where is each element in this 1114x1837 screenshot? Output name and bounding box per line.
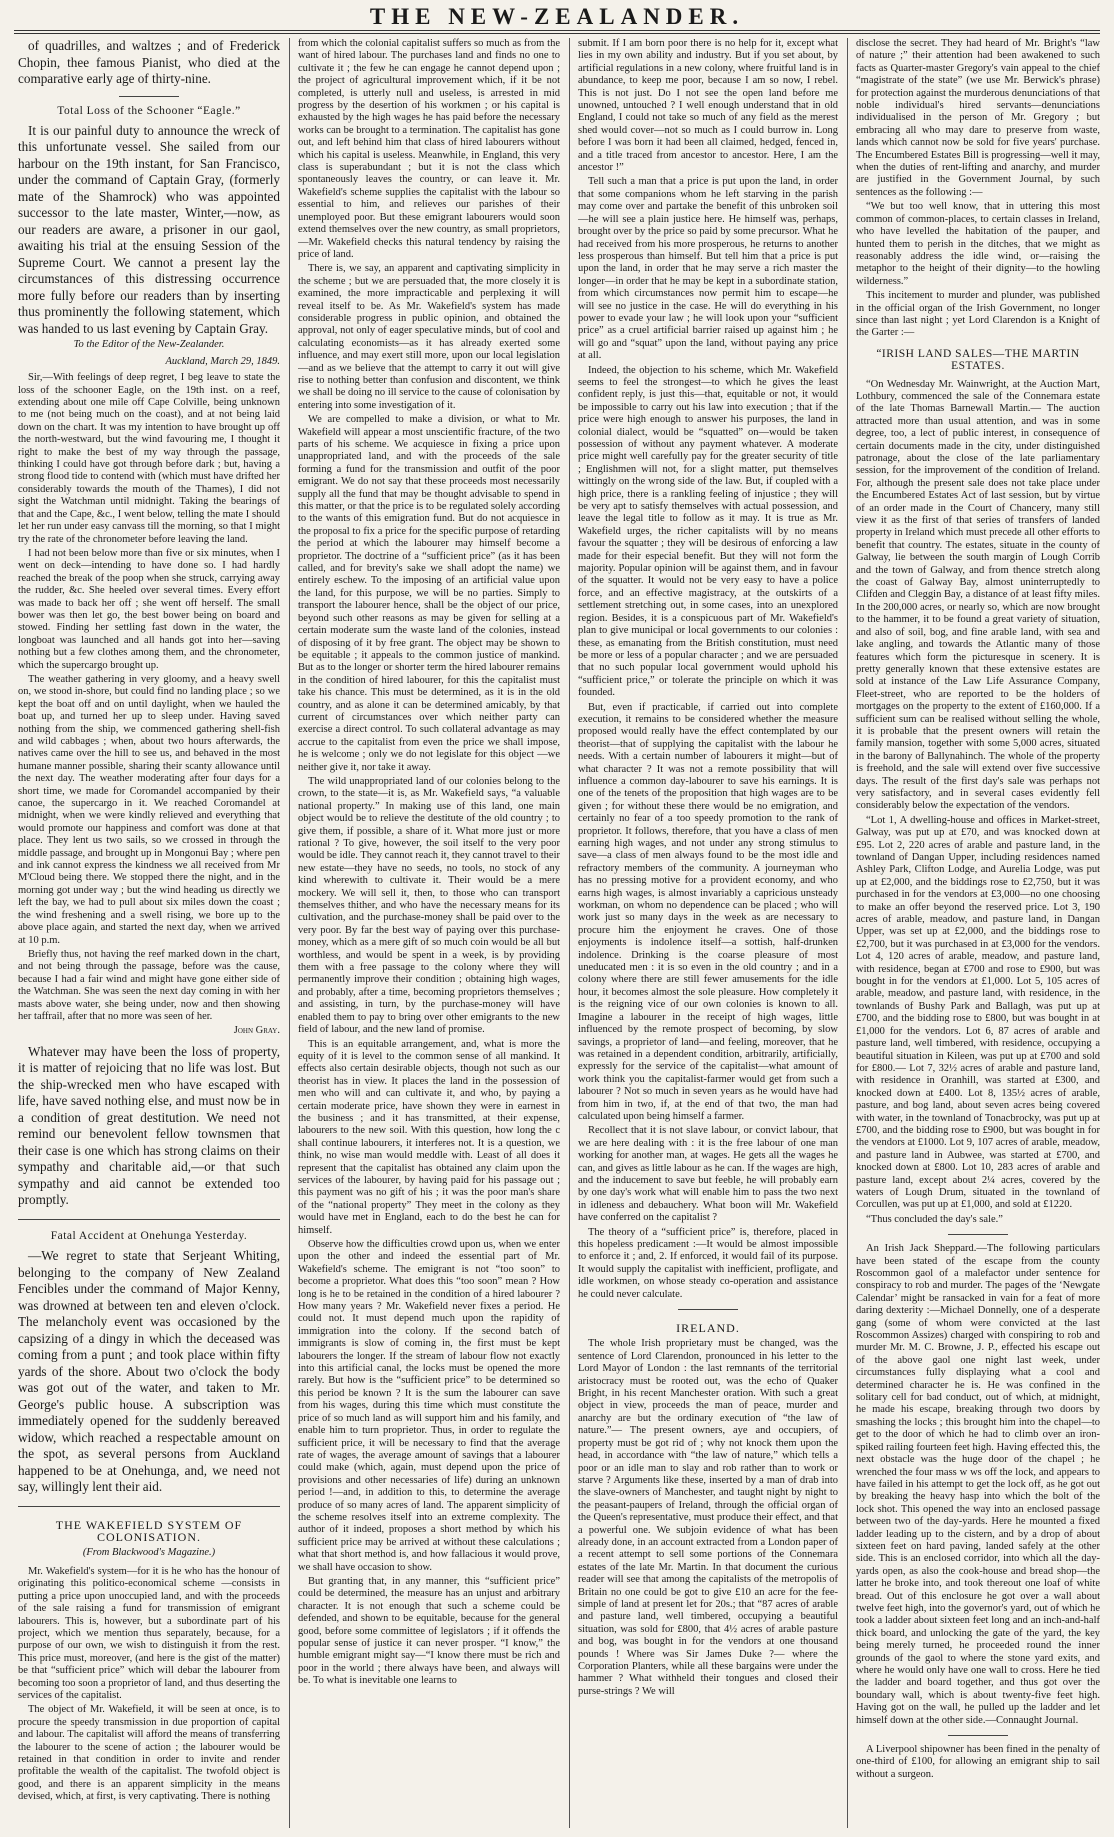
irish-land-sales-headline: “IRISH LAND SALES—THE MARTIN ESTATES. — [876, 347, 1080, 373]
wakefield-paragraph: But granting that, in any manner, this “sufficient price” could be determined, the measure has an unjust and arbitrary character. It is not enough that such a scheme could be defended, and shown to be equitable, because for the general good, before some committee of legislators ; if it offends the popular sense of justice it can never prosper. “I know,” the humble emigrant might say—“I know there must be rich and poor in the world ; there always have been, and always will be. To what is inevitable one learns to — [298, 1575, 560, 1687]
column-2 — [298, 38, 560, 1828]
masthead-rule-2 — [14, 33, 1100, 34]
wakefield-source: (From Blackwood's Magazine.) — [82, 1547, 216, 1559]
separator — [678, 1309, 738, 1310]
column-3 — [578, 38, 838, 1828]
wakefield-paragraph: Indeed, the objection to his scheme, which Mr. Wakefield seems to feel the strongest—to which he gives the least confident reply, is just this—that, equitable or not, it would be impossible to carry out his law into execution ; that if the price were high enough to answer his purposes, the land in colonial dialect, would be “squatted” on—would be taken possession of without any payment whatever. A moderate price might well carefully pay for the greater security of title ; Englishmen will not, for a slight matter, put themselves wittingly on the wrong side of the law. But, if coupled with a high price, there is a rankling feeling of injustice ; they will be very apt to satisfy themselves with actual possession, and leave the legal title to follow as it may. It is true as Mr. Wakefield urges, the richer capitalists will by no means favour the squatter ; they will be desirous of enforcing a law made for their especial benefit. But they will not form the majority. Popular opinion will be against them, and in favour of the squatter. It would not be very easy to have a police force, and an effective magistracy, at the outskirts of a settlement stretching out, in some cases, into an unexplored region. Besides, it is a conspicuous part of Mr. Wakefield's plan to give municipal or local governments to our colonies : these, as emanating from the British constitution, must need be more or less of a popular character ; and we are persuaded that no such popular local government would uphold his “sufficient price,” or tolerate the principle on which it was founded. — [578, 364, 838, 699]
column-divider — [569, 38, 570, 1828]
column-divider — [847, 38, 848, 1828]
eagle-headline: Total Loss of the Schooner “Eagle.” — [57, 104, 241, 117]
wakefield-paragraph: But, even if practicable, if carried out into complete execution, it remains to be considered whether the measure proposed would really have the effect contemplated by our theorist—that of supplying the capitalist with the labour he needs. With a certain number of labourers it might—but of what character ? It was not a remote possibility that will influence a common day-labourer to save his earnings. It is one of the tenets of the proposition that high wages are to be given ; for without these there would be no emigration, and certainly no fear of a too speedy promotion to the rank of proprietor. It follows, therefore, that you have a class of men earning high wages, and not under any strong stimulus to save—a class of men always found to be the most idle and refractory members of the community. A journeyman who has no pressing motive for a provident economy, and who earns high wages, is almost invariably a capricious unsteady workman, on whom no dependence can be placed ; who will work just so many days in the week as are necessary to procure him the enjoyment he craves. One of those enjoyments is indolence itself—a sottish, half-drunken indolence. Drinking is the coarse pleasure of most uneducated men : it is so even in the old country ; and in a colony where there are still fewer amusements for the idle hour, it becomes almost the sole pleasure. How completely it is the reigning vice of our own colonies is known to all. Imagine a labourer in the receipt of high wages, little influenced by the remote prospect of becoming, by slow savings, a proprietor of land—and feeling, moreover, that he was retained in a dependent condition, arbitrarily, artificially, expressly for the service of the capitalist—what amount of work think you the capitalist-farmer would get from such a labourer ? Not so much in seven years as he would have had from him in two, if, at the end of that two, the man had calculated upon being himself a farmer. — [578, 701, 838, 1122]
to-editor: To the Editor of the New-Zealander. — [73, 339, 225, 351]
wakefield-paragraph: from which the colonial capitalist suffers so much as from the want of hired labour. The purchases land and finds no one to cultivate it ; the few he can engage he cannot depend upon ; the project of agricultural improvement which, if it be not completed, is utterly null and useless, is arrested in mid progress by the desertion of his workmen ; or his capital is exhausted by the high wages he has paid before the necessary works can be brought to a termination. The capitalist has gone out, and left behind him that class of hired labourers without which his capital is useless. Meanwhile, in England, this very class is superabundant ; but it is not the class which spontaneously leaves the country, or can leave it. Mr. Wakefield's scheme supplies the capitalist with the labour so essential to him, and relieves our parishes of their unemployed poor. But these emigrant labourers would soon extend themselves over the new country, as small proprietors,—Mr. Wakefield checks this natural tendency by raising the price of land. — [298, 38, 560, 260]
column-divider — [289, 38, 290, 1828]
wakefield-paragraph: Tell such a man that a price is put upon the land, in order that some companions whom he left starving in the parish may come over and partake the benefit of this unbroken soil—he will see a plain justice here. He himself was, perhaps, brought over by the price so paid by some precursor. What he had received from his more prosperous, he returns to another less prosperous than himself. But tell him that a price is put upon the land, in order that he may serve a rich master the longer—in order that he may be kept in a subordinate station, from which circumstances now permit him to escape—he will see no justice in the case. He will do everything in his power to evade your law ; he will look upon your “sufficient price” as a cruel artificial barrier raised up against him ; he will go and “squat” upon the land, without paying any price at all. — [578, 176, 838, 362]
chopin-tail: of quadrilles, and waltzes ; and of Frederick Chopin, thee famous Pianist, who died at the comparative early age of thirty-nine. — [18, 38, 280, 86]
ireland-paragraph: This incitement to murder and plunder, was published in the official organ of the Irish Government, no longer since than last night ; yet Lord Clarendon is a Knight of the Garter :— — [856, 290, 1100, 339]
land-sales-paragraph: “On Wednesday Mr. Wainwright, at the Auction Mart, Lothbury, commenced the sale of the Connemara estate of the late Thomas Barnewall Martin.— The auction attracted more than usual attention, and was in some degree, too, a lect of public interest, in consequence of certain documents made in the city, under distinguished patronage, about the close of the late parliamentary session, for the improvement of the condition of Ireland. For, although the present sale does not take place under the Encumbered Estates Act of last session, but by virtue of an order made in the Court of Chancery, many still view it as the first of that series of transfers of landed property in Ireland which must precede all other efforts to benefit that country. The estates, situate in the county of Galway, lie between the south margin of Lough Corrib and the town of Galway, and from thence stretch along the coast of Galway Bay, almost uninterruptedly to Clifden and Cleggin Bay, a distance of at least fifty miles. In the 200,000 acres, or nearly so, which are now brought to the hammer, it to be found a great variety of situation, and also of soil, bog, and fine arable land, with sea and lake angling, and towards the Atlantic many of those features which form the picturesque in scenery. It is pretty generally known that these extensive estates are sold at instance of the Law Life Assurance Company, Fleet-street, who are reported to be the holders of mortgages on the property to the extent of £160,000. If a sufficient sum can be realised without selling the whole, it is probable that the present owners will retain the family mansion, together with some 5,000 acres, situated in the barony of Ballynahinch. The whole of the property is freehold, and the sale will extend over five successive days. The result of the first day's sale was perhaps not very satisfactory, and in several cases evidently fell considerably below the expectation of the vendors. — [856, 378, 1100, 812]
eagle-intro: It is our painful duty to announce the wreck of this unfortunate vessel. She sailed from our harbour on the 19th instant, for San Francisco, under the command of Captain Gray, (formerly mate of the Shamrock) who was appointed successor to the late master, Winter,—now, as our readers are aware, a prisoner in our gaol, awaiting his trial at the ensuing Session of the Supreme Court. We cannot a present lay the circumstances of this distressing occurrence more fully before our readers than by inserting thus prominently the following statement, which was handed to us last evening by Captain Gray. — [18, 122, 280, 336]
masthead: THE NEW-ZEALANDER. — [369, 4, 745, 29]
letter-paragraph: The weather gathering in very gloomy, and a heavy swell on, we stood in-shore, but could find no landing place ; so we kept the boat off and on until daylight, when we hauled the boat up, and turned her up to sleep under. Having saved nothing from the ship, we commenced gathering shell-fish and wild cabbages ; when, about two hours afterwards, the natives came over the hill to see us, and behaved in the most humane manner possible, sharing their scanty allowance until the next day. The weather moderating after four days for a short time, we made for Coromandel accompanied by their canoe, the supercargo in it. We reached Coromandel at midnight, when we were kindly relieved and everything that would promote our happiness and comfort was done at that place. They lent us two sails, so we crossed in through the middle passage, and brought up in Mongonui Bay ; where pen and ink cannot express the kindness we all received from Mr M'Cloud being there. We stopped there the night, and in the morning got under way ; but the wind heading us directly we left the bay, we had to pull about six miles down the coast ; the wind freshening and a swell rising, we bore up to the above place again, and started the next day, when we arrived at 10 p.m. — [18, 673, 280, 946]
signature: John Gray. — [233, 1025, 280, 1037]
eagle-closing: Whatever may have been the loss of property, it is matter of rejoicing that no life was lost. But the ship-wrecked men who have escaped with life, have saved nothing else, and must now be in a condition of great destitution. We need not remind our benevolent fellow townsmen that their case is one which has strong claims on their sympathy and charitable aid,—or that such sympathy and aid cannot be extended too promptly. — [18, 1043, 280, 1208]
wakefield-paragraph: The object of Mr. Wakefield, it will be seen at once, is to procure the speedy transmission in due proportion of capital and labour. The capitalist will afford the means of transferring the labourer to the scene of action ; the labourer would be retained in that condition in order to invite and render profitable the wealth of the capitalist. The twofold object is good, and there is an apparent simplicity in the means devised, which, at first, is very captivating. There is nothing — [18, 1704, 280, 1803]
jack-sheppard-article: An Irish Jack Sheppard.—The following particulars have been stated of the escape from the county Roscommon gaol of a malefactor under sentence for conspiracy to rob and murder. The pages of the ‘Newgate Calendar’ might be ransacked in vain for a feat of more daring dexterity :—Michael Donnelly, one of a desperate gang (some of whom were convicted at the last Roscommon Assizes) charged with conspiring to rob and murder Mr. M. C. Browne, J. P., effected his escape out of the above gaol one night last week, under circumstances fully displaying what a cool and determined character he is. He was confined in the solitary cell for bad conduct, out of which, at midnight, he made his escape, breaking through two doors by smashing the locks ; this brought him into the chapel—to get to the door of which he had to climb over an iron-spiked railing fourteen feet high. Having effected this, the next obstacle was the huge door of the chapel ; he wrenched the four mass w ws off the lock, and appears to have failed in his attempt to get the lock off, as he got out by breaking the heavy hasp into which the bolt of the lock shot. This opened the way into an enclosed passage between two of the day-yards. Here he mounted a fixed ladder leading up to the cistern, and by a drop of about sixteen feet on hard paving, landed safely at the other side. This is an enclosed corridor, into which all the day-yards open, as also the cook-house and bread shop—the latter he broke into, and took thereout one loaf of white bread. Out of this enclosure he got over a wall about twelve feet high, into the governor's yard, out of which he took a ladder about sixteen feet long and an inch-and-half thick board, and unlocking the gate of the yard, the key being merely turned, he proceeded round the inner grounds of the gaol to where the stone yard exits, and where he would only have one wall to cross. Here he tied the ladder and board together, and thus got over the boundary wall, which is about twenty-five feet high. Having got on the wall, he pulled up the ladder and let himself down at the other side.—Connaught Journal. — [856, 1243, 1100, 1726]
ireland-headline: IRELAND. — [676, 1321, 740, 1336]
wakefield-paragraph: The wild unappropriated land of our colonies belong to the crown, to the state—it is, as Mr. Wakefield says, “a valuable national property.” In making use of this land, one main object would be to relieve the destitute of the old country ; to give them, if possible, a share of it. What more just or more rational ? To give, however, the soil itself to the very poor would be idle. They cannot reach it, they cannot travel to their new estate—they have no seeds, no tools, no stock of any kind wherewith to cultivate it. Their would be a mere mockery. We will sell it, then, to those who can transport themselves thither, and who have the necessary means for its cultivation, and the purchase-money shall be paid over to the very poor. By far the best way of paying over this purchase-money, which as a mere gift of so much coin would be all but worthless, and would be spent in a week, is by providing them with a free passage to the colony where they will permanently improve their condition ; obtaining high wages, and probably, after a time, becoming proprietors themselves ; and assisting, in turn, by the purchase-money will have enabled them to pay to bring over other emigrants to the new field of labour, and the new land of promise. — [298, 775, 560, 1036]
wakefield-paragraph: Recollect that it is not slave labour, or convict labour, that we are here dealing with : it is the free labour of one man working for another man, at wages. He gets all the wages he can, and gives as little labour as he can. If the wages are high, and the inducement to save but feeble, he will probably earn by one day's work what will enable him to pass the two next in idleness and debauchery. What boon will Mr. Wakefield have conferred on the capitalist ? — [578, 1125, 838, 1224]
ireland-quote: “We but too well know, that in uttering this most common of common-places, to certain classes in Ireland, who have levelled the habitation of the pauper, and hunted them to perish in the ditches, that we might as reasonably address the idle wind, or—raising the metaphor to the height of their dignity—to the howling wilderness.” — [856, 201, 1100, 287]
letter-paragraph: Briefly thus, not having the reef marked down in the chart, and not being through the passage, before was the cause, because I had a fair wind and might have gone either side of the Watchman. She was seen the next day coming in with her masts above water, she being under, now and then showing her taffrail, after that no more was seen of her. — [18, 948, 280, 1022]
accident-text: —We regret to state that Serjeant Whiting, belonging to the company of New Zealand Fencibles under the command of Major Kenny, was drowned at between ten and eleven o'clock. The melancholy event was occasioned by the capsizing of a dingy in which the deceased was coming from a punt ; and took place within fifty yards of the shore. About two o'clock the body was got out of the water, and taken to Mr. George's public house. A subscription was immediately opened for the suddenly bereaved widow, which reached a respectable amount on the spot, as several persons from Auckland happened to be at Onehunga, and, we need not say, willingly lent their aid. — [18, 1248, 280, 1495]
shipowner-article: A Liverpool shipowner has been fined in the penalty of one-third of £100, for allowing an emigrant ship to sail without a surgeon. — [856, 1744, 1100, 1780]
separator — [119, 96, 179, 97]
land-sales-paragraph: “Thus concluded the day's sale.” — [866, 1213, 1003, 1225]
masthead-rule — [14, 30, 1100, 31]
wakefield-paragraph: Mr. Wakefield's system—for it is he who has the honour of originating this politico-economical scheme —consists in putting a price upon unoccupied land, and with the proceeds of the sale raising a fund for transmission of emigrant labourers. This is, however, but a subordinate part of his project, which we mention thus separately, because, for a purpose of our own, we wish to distinguish it from the rest. This price must, moreover, (and here is the gist of the matter) be that “sufficient price” which will debar the labourer from becoming too soon a proprietor of land, and thus deserting the services of the capitalist. — [18, 1565, 280, 1701]
separator — [948, 1735, 1008, 1736]
column-4 — [856, 38, 1100, 1828]
column-1 — [18, 38, 280, 1828]
wakefield-paragraph: submit. If I am born poor there is no help for it, except what lies in my own ability and industry. But if you set about, by artificial regulations in a new colony, where fruitful land is in abundance, to keep me poor, because I am so now, I rebel. This is not just. Do I not see the open land before me unowned, untouched ? I well enough understand that in old England, I could not take so much of any field as the merest shed would cover—not so much as I could burrow in. Long before I was born it had been all claimed, hedged, fenced in, and a title traced from ancestor to ancestor. Here, I am the ancestor !” — [578, 38, 838, 174]
wakefield-paragraph: The theory of a “sufficient price” is, therefore, placed in this hopeless predicament :—It would be almost impossible to enforce it ; and, 2. If enforced, it would fail of its purpose. It would supply the capitalist with inefficient, profligate, and idle workmen, on whose steady co-operation and assistance he could never calculate. — [578, 1226, 838, 1300]
letter-paragraph: I had not been below more than five or six minutes, when I went on deck—intending to have done so. I had hardly reached the break of the poop when she struck, carrying away the rudder, &c. She heeled over several times. Every effort was made to back her off ; she went off herself. The small bower was then let go, the best bower being on board and stowed. Finding her settling fast down in the water, the longboat was launched and all hands got into her—saving nothing but a few clothes among them, and the chronometer, which the supercargo brought up. — [18, 547, 280, 671]
accident-headline: Fatal Accident at Onehunga Yesterday. — [50, 1229, 248, 1242]
separator — [18, 1219, 280, 1220]
wakefield-headline: THE WAKEFIELD SYSTEM OF COLONISATION. — [55, 1517, 243, 1545]
wakefield-paragraph: We are compelled to make a division, or what to Mr. Wakefield will appear a most unscientific fracture, of the two parts of his scheme. We acquiesce in fixing a price upon unappropriated land, and with the proceeds of the sale forming a fund for the transmission and outfit of the poor emigrant. We do not say that these proceeds most necessarily supply all the fund that may be thought advisable to spend in this matter, or that the price is to be regulated solely according to the wants of this emigration fund. But do not acquiesce in the proposal to fix a price for the specific purpose of retarding the period at which the labourer may himself become a proprietor. The doctrine of a “sufficient price” (as it has been called, and for brevity's sake we shall adopt the name) we entirely eschew. To the imposing of an artificial value upon the land, for this purpose, we will be no parties. Simply to transport the labourer hence, shall be the object of our price, beyond such other reasons as may be given for selling at a certain moderate sum the waste land of the colonies, instead of disposing of it by free grant. The object may be shown to be equitable ; it appeals to the common justice of mankind. But as to the longer or shorter term the hired labourer remains in the condition of hired labourer, for this the capitalist must take his chance. This must be determined, as it is in the old country, and as alone it can be determined amicably, by that current of circumstances over which neither party can exercise a direct control. To such collateral advantage as may accrue to the capitalist from even the price we shall impose, he is welcome ; only we do not legislate for this object —we neither give it, nor take it away. — [298, 414, 560, 773]
separator — [18, 1506, 280, 1507]
wakefield-paragraph: Observe how the difficulties crowd upon us, when we enter upon the other and indeed the essential part of Mr. Wakefield's scheme. The emigrant is not “too soon” to become a proprietor. What does this “too soon” mean ? How long is he to be retained in the condition of a hired labourer ? How many years ? Mr. Wakefield never fixes a period. He could not. It must depend much upon the rapidity of immigration into the colony. If the second batch of immigrants is slow of coming in, the first must be kept labourers the longer. If the stream of labour flow not exactly into this artificial canal, the locks must be opened the more rarely. But how is the “sufficient price” to be determined so this period be known ? It is the sum the labourer can save from his wages, during this time which must constitute the price of so much land as will support him and his family, and enable him to turn proprietor. Thus, in order to regulate the sufficient price, it will be necessary to find that the average rate of wages, the average amount of savings that a labourer could make (which, again, must depend upon the price of provisions and other necessaries of life) during an unknown period !—and, in addition to this, to determine the average produce of so many acres of land. The apparent simplicity of the scheme resolves itself into an extreme complexity. The author of it indeed, proposes a short method by which his sufficient price may be arrived at without these calculations ; what that short method is, and how fallacious it would prove, we shall have occasion to show. — [298, 1239, 560, 1573]
wakefield-paragraph: This is an equitable arrangement, and, what is more the equity of it is level to the common sense of all mankind. It effects also certain desirable objects, though not such as our theorist has in view. It places the land in the possession of men who will and can cultivate it, and who, by paying a certain moderate price, have shown they were in earnest in the business ; and it has transmitted, at their expense, labourers to the new soil. With this question, how long the c shall continue labourers, it interferes not. It is a question, we think, no wise man would meddle with. Least of all does it represent that the capitalist has obtained any claim upon the services of the labourer, by having paid for his passage out ; this payment was no gift of his ; it was the poor man's share of the “national property” They meet in the colony as they would have met in England, each to do the best he can for himself. — [298, 1038, 560, 1236]
wakefield-paragraph: There is, we say, an apparent and captivating simplicity in the scheme ; but we are persuaded that, the more closely it is examined, the more impracticable and perplexing it will reveal itself to be. As Mr. Wakefield's system has made considerable progress in public opinion, and obtained the approval, not only of eager speculative minds, but of cool and calculating economists—as it has already exerted some influence, and may exert still more, upon our local legislation—and as we believe that the attempt to carry it out will give rise to nothing better than confusion and discontent, we think we shall be doing no ill service to the cause of colonisation by entering into some investigation of it. — [298, 263, 560, 411]
ireland-paragraph: The whole Irish proprietary must be changed, was the sentence of Lord Clarendon, pronounced in his letter to the Lord Mayor of London : the last remnants of the territorial aristocracy must be rooted out, was the echo of Quaker Bright, in his recent Manchester oration. With such a great object in view, proceeds the man of peace, murder and anarchy are but the ordinary execution of “the law of nature.”— The present owners, aye and occupiers, of property must be got rid of ; why not knock them upon the head, in accordance with “the law of nature,” which tells a poor or an idle man to slay and rob rather than to work or starve ? Arguments like these, inserted by a man of drab into the slave-owners of Manchester, and taught night by night to the peasant-paupers of Ireland, through the official organ of the Queen's representative, must produce their effect, and that a powerful one. We subjoin evidence of what has been already done, in an account extracted from a London paper of a recent attempt to sell some portions of the Connemara estates of the late Mr. Martin. In that document the curious reader will see that among the capitalists of the metropolis of Britain no one could be got to give £10 an acre for the fee-simple of land at present let for 20s.; that “87 acres of arable and pasture land, well timbered, occupying a beautiful situation, was sold for £800, that 4½ acres of arable pasture and bog, was bought in for the vendors at one thousand pounds ! Where was Sir James Duke ?— where the Corporation Planters, while all these bargains were under the hammer ? What withheld their tongues and closed their purse-strings ? We will — [578, 1338, 838, 1697]
separator — [948, 1234, 1008, 1235]
land-sales-paragraph: “Lot 1, A dwelling-house and offices in Market-street, Galway, was put up at £70, and was knocked down at £95. Lot 2, 220 acres of arable and pasture land, in the townland of Dangan Upper, including residences named Ashley Park, Clifton Lodge, and Aurelia Lodge, was put up at £2,000, and the biddings rose to £2,750, but it was purchased in for the vendors at £3,000—no one choosing to make an offer beyond the reserved price. Lot 3, 190 acres of arable, meadow, and pasture land, in Dangan Upper, was set up at £2,000, and the biddings rose to £2,700, but it was purchased in at £3,000 for the vendors. Lot 4, 120 acres of arable, meadow, and pasture land, with residence, began at £700 and rose to £900, but was bought in for the vendors at £1,000. Lot 5, 105 acres of arable, meadow, and pasture land, with residence, in the townlands of Bushy Park and Ballagh, was put up at £700, and the bidding rose to £800, but was bought in at £1,000 for the vendors. Lot 6, 87 acres of arable and pasture land, well timbered, with residence, occupying a beautiful situation in Kileen, was put up at £700 and sold for £800.— Lot 7, 32½ acres of arable and pasture land, with residence in Oranhill, was started at £300, and knocked down at £400. Lot 8, 135½ acres of arable, pasture, and bog land, about seven acres being covered with water, in the townland of Tonacbrocky, was put up at £700, and the bidding rose to £900, but was bought in for the vendors at £1000. Lot 9, 107 acres of arable, meadow, and pasture land in Aubwee, was started at £700, and knocked down at £800. Lot 10, 283 acres of arable and pasture land, except about 2¼ acres, covered by the waters of Lough Drum, situated in the townland of Corcullen, was put up at £1,000, and sold at £1220. — [856, 814, 1100, 1211]
dateline: Auckland, March 29, 1849. — [165, 355, 280, 367]
letter-paragraph: Sir,—With feelings of deep regret, I beg leave to state the loss of the schooner Eagle, on the 19th inst. on a reef, extending about one mile off Cape Colville, being unknown to me (not being much on the coast), and at not being laid down on the chart. It was my intention to have brought up off the north-westward, but the wind favouring me, I thought it right to make the best of my way through the passage, thinking I could have got through before dark ; but, having a strong flood tide to contend with (which must have drifted her considerably towards the mouth of the Thames), I did not sight the Watchman until midnight. Taking the bearings of that and the Cape, &c., I went below, telling the mate I should let her run under easy canvass till the morning, so that I might try the rate of the chronometer before leaving the land. — [18, 372, 280, 545]
ireland-paragraph: disclose the secret. They had heard of Mr. Bright's “law of nature ;” their attention had been awakened to such facts as Quarter-master Gregory's vain appeal to the chief “magistrate of the state” (we use Mr. Berwick's phrase) for protection against the murderous denunciations of that noble individual's hired servants—denunciations individualised in the person of Mr. Gregory ; but embracing all who may dare to preserve from waste, lands which cannot now be sold for five years' purchase. The Encumbered Estates Bill is progressing—well it may, when the duties of rent-lifting and anarchy, and murder are justified in the Government Journal, by such sentences as the following :— — [856, 38, 1100, 198]
